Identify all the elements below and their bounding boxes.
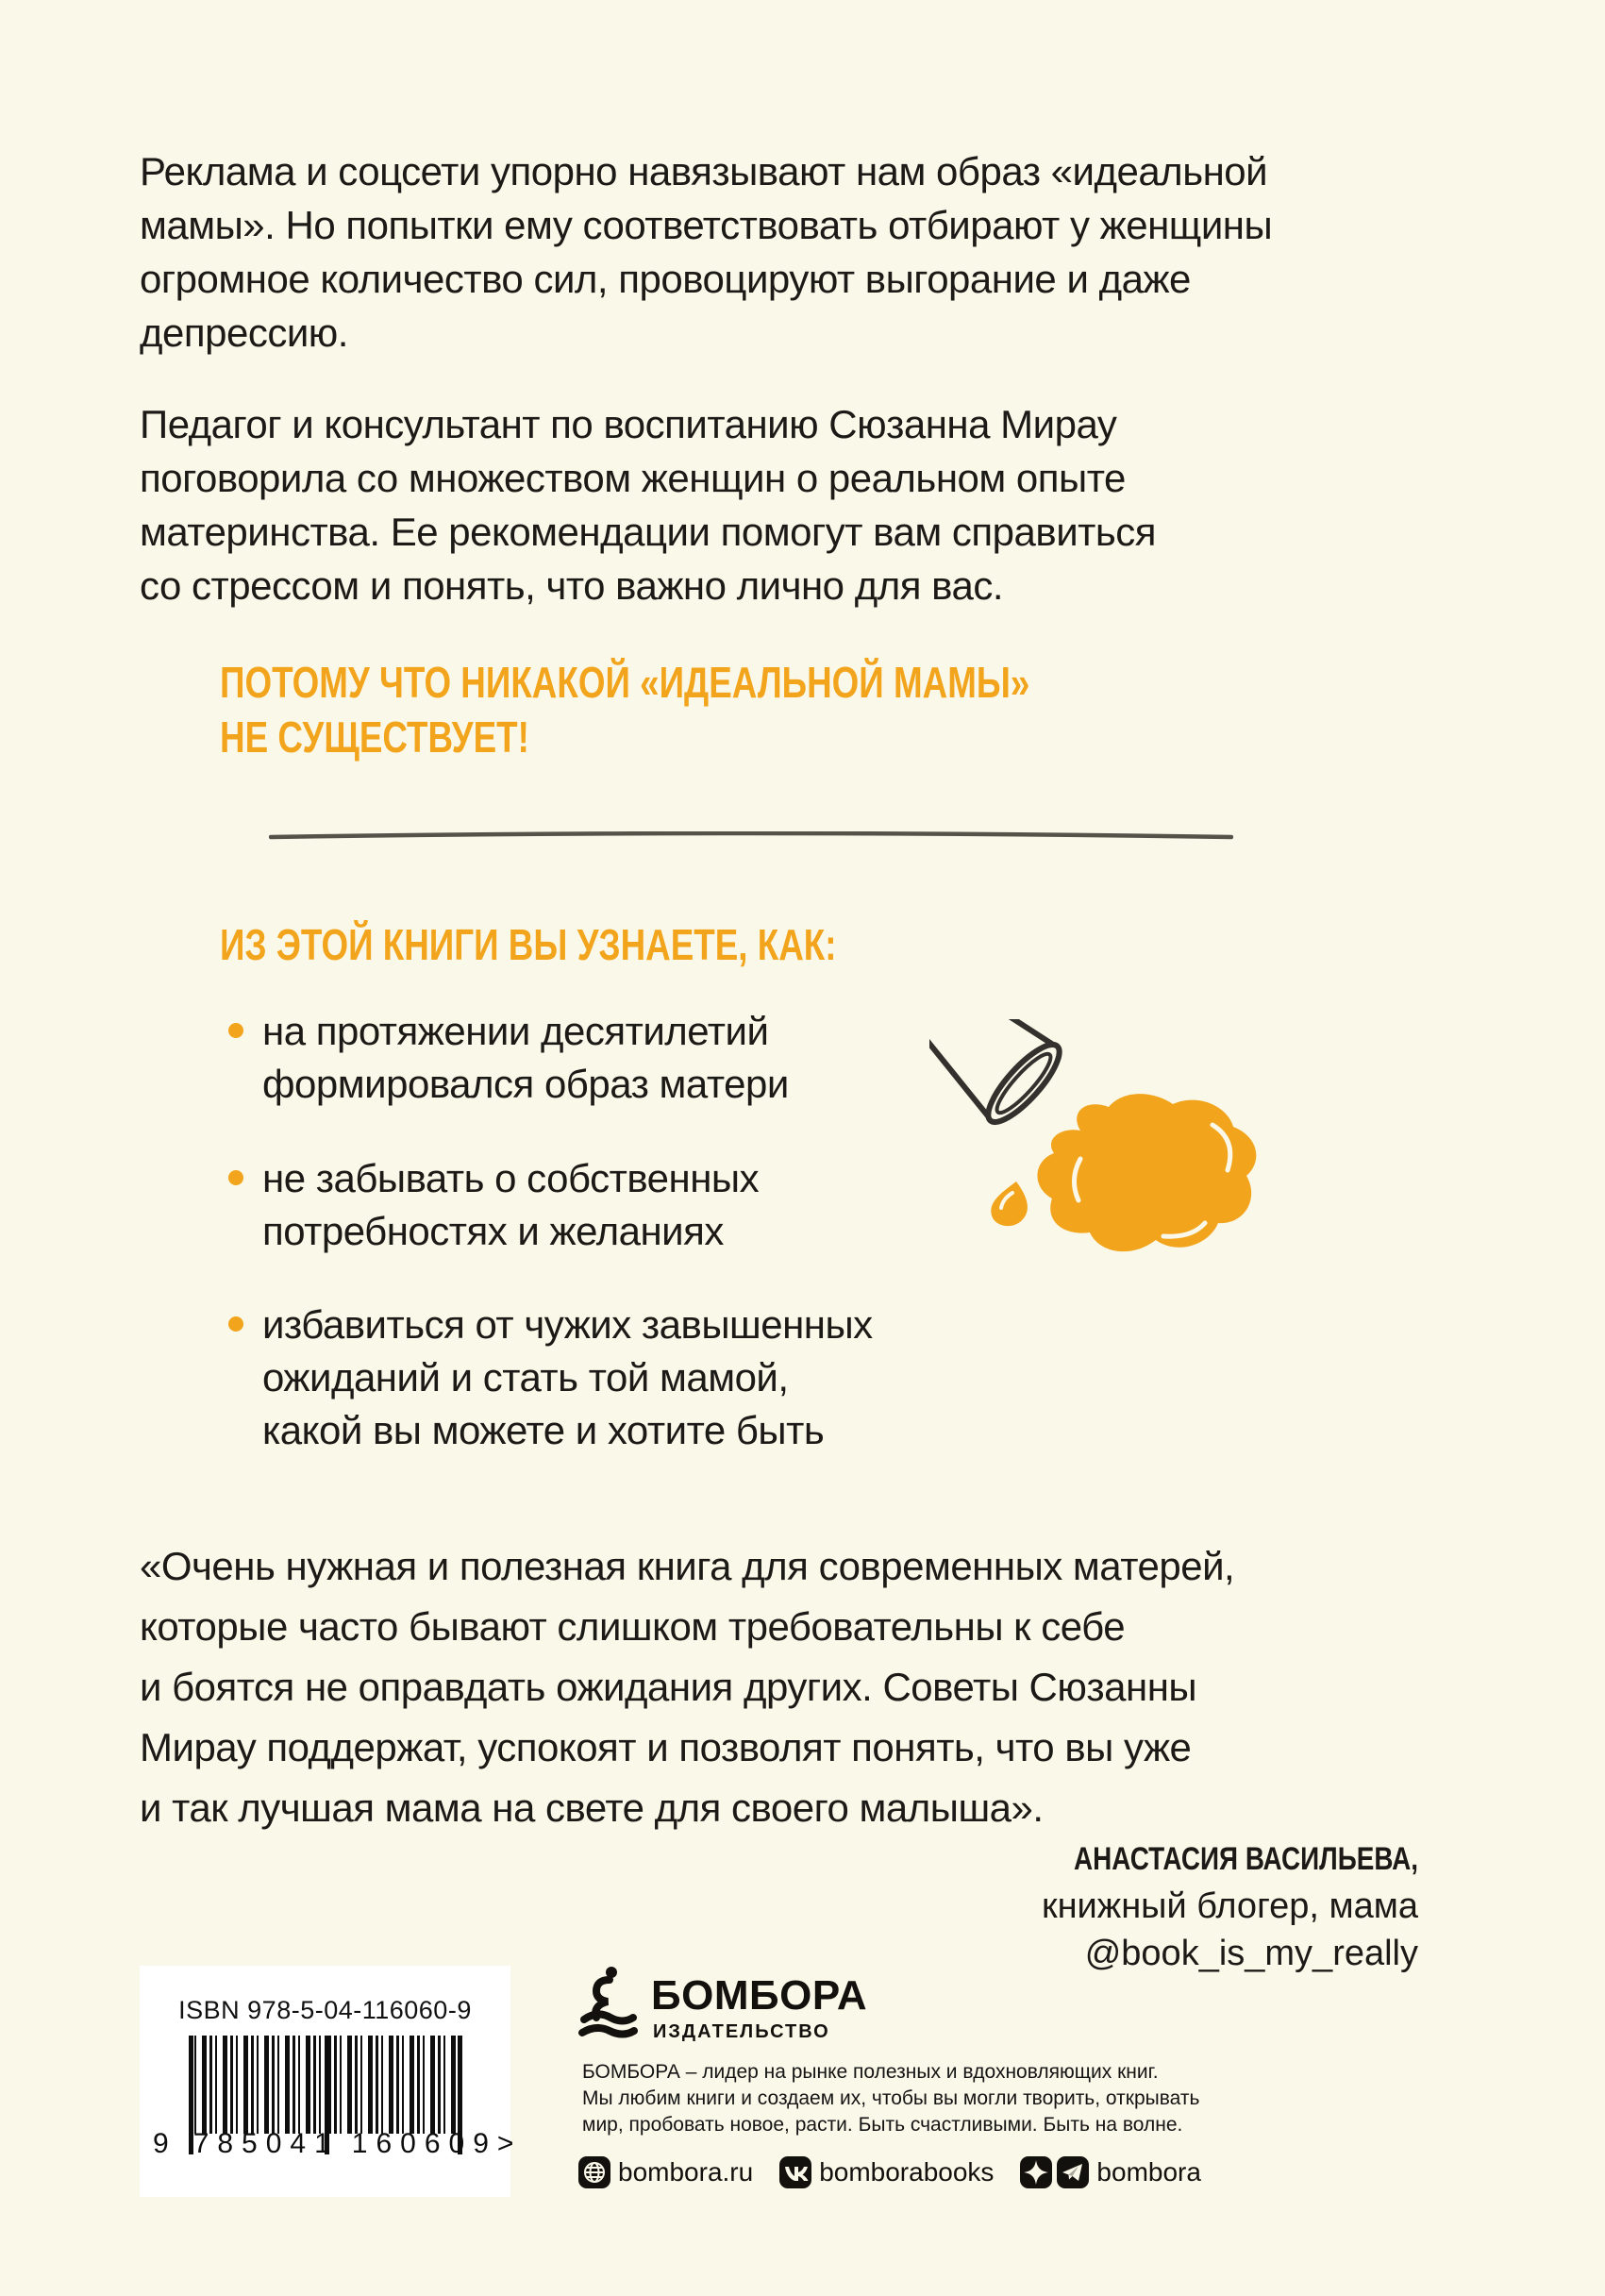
link-vk[interactable] [779,2156,994,2188]
bullet-2-line-1: не забывать о собственных [262,1156,760,1200]
barcode-suffix: > [496,2128,514,2159]
barcode-group-1: 785041 [192,2128,339,2159]
publisher-description [582,2059,1243,2138]
learn-section-heading: ИЗ ЭТОЙ КНИГИ ВЫ УЗНАЕТЕ, КАК: [220,920,837,969]
telegram-icon[interactable] [1057,2156,1089,2188]
publisher-links [578,2156,1201,2188]
bullet-1-line-2: формировался образ матери [262,1062,789,1106]
quote-line: и так лучшая мама на свете для своего малыша». [140,1785,1044,1830]
bombora-logo-subtitle: ИЗДАТЕЛЬСТВО [653,2021,830,2042]
bullet-1-text [262,1005,789,1111]
intro-p1-line: огромное количество сил, провоцируют выгорание и даже [140,257,1191,301]
globe-icon[interactable] [578,2156,610,2188]
bullet-3-text [262,1299,873,1457]
link-social[interactable] [1020,2156,1201,2188]
bullet-dot [228,1023,243,1038]
intro-paragraph-2 [140,397,1480,612]
bullet-dot [228,1316,243,1332]
spill-puddle [1037,1094,1256,1251]
bombora-logo-name: БОМБОРА [651,1972,868,2019]
reviewer-name: АНАСТАСИЯ ВАСИЛЬЕВА, [1073,1841,1418,1877]
reviewer-role: книжный блогер, мама [1041,1886,1418,1926]
barcode-digits [153,2128,514,2160]
quote-line: которые часто бывают слишком требовательны к себе [140,1604,1126,1649]
callout-line-1: ПОТОМУ ЧТО НИКАКОЙ «ИДЕАЛЬНОЙ МАМЫ» [220,658,1030,707]
bombora-logo-icon [578,1963,639,2044]
spilled-cup-illustration [929,1019,1288,1293]
intro-p2-line: материнства. Ее рекомендации помогут вам справиться [140,510,1157,554]
publisher-desc-line: БОМБОРА – лидер на рынке полезных и вдохновляющих книг. [582,2061,1159,2083]
bullet-3-line-2: ожиданий и стать той мамой, [262,1355,789,1399]
link-website[interactable] [578,2156,753,2188]
intro-p1-line: мамы». Но попытки ему соответствовать отбирают у женщины [140,203,1273,247]
quote-line: «Очень нужная и полезная книга для современных матерей, [140,1544,1235,1588]
publisher-desc-line: Мы любим книги и создаем их, чтобы вы могли творить, открывать [582,2087,1200,2109]
bullet-1-line-1: на протяжении десятилетий [262,1009,769,1053]
zen-icon[interactable] [1020,2156,1052,2188]
callout-line-2: НЕ СУЩЕСТВУЕТ! [220,712,529,762]
bullet-item-2 [228,1152,983,1258]
bullet-3-line-3: какой вы можете и хотите быть [262,1408,825,1452]
website-label[interactable]: bombora.ru [618,2157,754,2187]
intro-paragraph-1 [140,144,1480,360]
bullet-item-1 [228,1005,983,1111]
quote-line: и боятся не оправдать ожидания других. Советы Сюзанны [140,1665,1197,1709]
callout-heading [220,655,1029,764]
bullet-2-line-2: потребностях и желаниях [262,1209,724,1253]
quote-line: Мирау поддержат, успокоят и позволят понять, что вы уже [140,1725,1192,1769]
intro-p2-line: Педагог и консультант по воспитанию Сюзанна Мирау [140,402,1117,446]
intro-p1-line: депрессию. [140,310,348,355]
bullet-dot [228,1170,243,1185]
review-quote [140,1536,1489,1838]
barcode-block [140,1966,514,2197]
intro-p1-line: Реклама и соцсети упорно навязывают нам образ «идеальной [140,149,1268,193]
review-attribution [758,1835,1418,1977]
bullet-3-line-1: избавиться от чужих завышенных [262,1302,873,1347]
publisher-desc-line: мир, пробовать новое, расти. Быть счастливыми. Быть на волне. [582,2114,1183,2136]
divider-line [269,829,1233,838]
bullet-2-text [262,1152,759,1258]
isbn-label: ISBN 978-5-04-116060-9 [178,1996,472,2024]
barcode-group-2: 160609 [351,2128,497,2159]
vk-label[interactable]: bomborabooks [819,2157,995,2187]
reviewer-handle[interactable]: @book_is_my_really [1084,1934,1418,1973]
social-label[interactable]: bombora [1096,2157,1201,2187]
spill-droplet [991,1182,1028,1226]
bullet-item-3 [228,1299,983,1457]
intro-p2-line: поговорила со множеством женщин о реальном опыте [140,456,1126,500]
tipped-cup [929,1019,1069,1131]
intro-p2-line: со стрессом и понять, что важно лично для вас. [140,563,1004,608]
barcode-lead-digit: 9 [153,2128,169,2159]
vk-icon[interactable] [779,2156,811,2188]
